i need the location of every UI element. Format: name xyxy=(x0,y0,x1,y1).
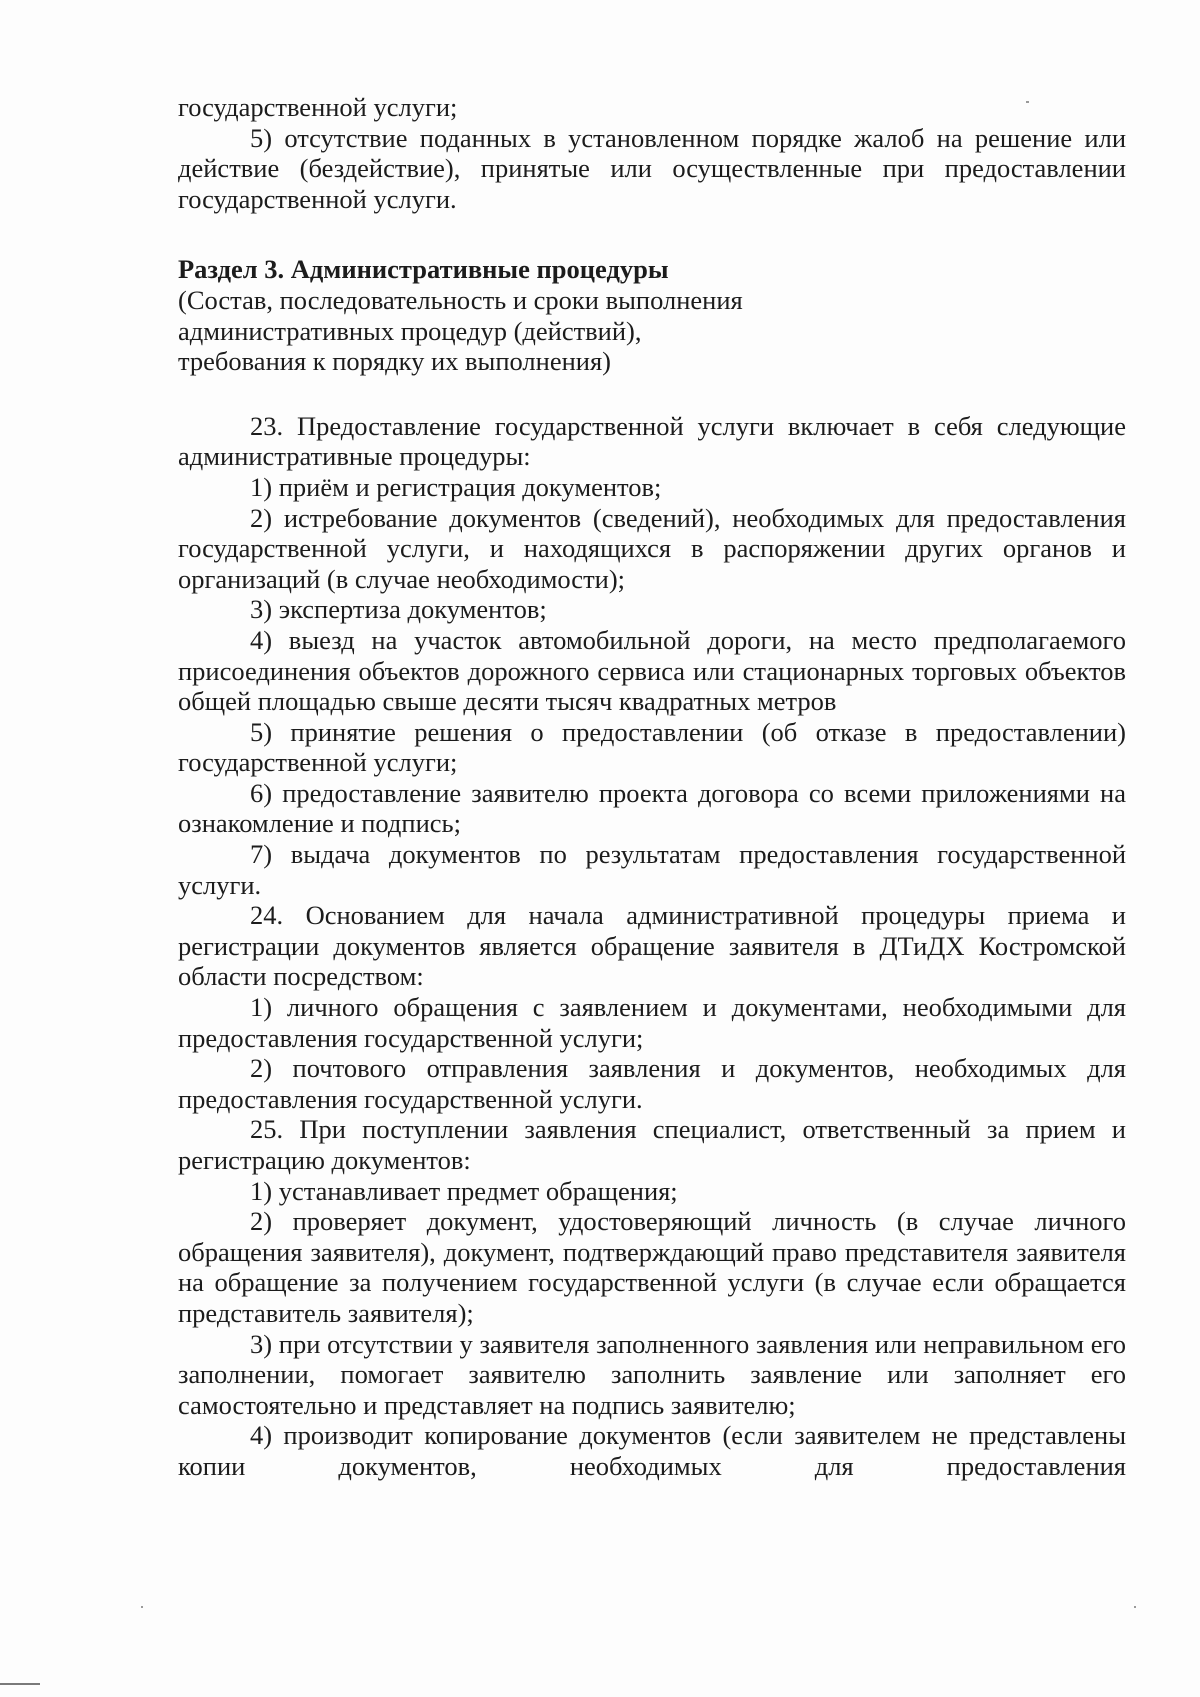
scan-dot-bottom-left xyxy=(141,1606,143,1608)
clause-24: 24. Основанием для начала административной процедуры приема и регистрации документов является обращение заявителя в ДТиДХ Костромской области посредством: xyxy=(178,900,1126,992)
clause-23-item-6: 6) предоставление заявителю проекта договора со всеми приложениями на ознакомление и подпись; xyxy=(178,777,1126,839)
clause-23-item-7: 7) выдача документов по результатам предоставления государственной услуги. xyxy=(178,839,1126,900)
clause-23-item-4: 4) выезд на участок автомобильной дороги, на место предполагаемого присоединения объектов дорожного сервиса или стационарных торговых объектов общей площадью свыше десяти тысяч квадратных метров xyxy=(178,624,1126,717)
scan-dot-bottom-right xyxy=(1134,1606,1136,1608)
scan-dot-top-right xyxy=(1026,101,1029,103)
section-title: Раздел 3. Административные процедуры xyxy=(178,254,669,285)
section-subtitle-line-3: требования к порядку их выполнения) xyxy=(178,346,611,377)
clause-23-item-5: 5) принятие решения о предоставлении (об отказе в предоставлении) государственной услуги; xyxy=(178,716,1126,778)
section-subtitle-line-2: административных процедур (действий), xyxy=(178,315,642,346)
clause-23-item-2: 2) истребование документов (сведений), необходимых для предоставления государственной услуги, и находящихся в распоряжении других органов и организаций (в случае необходимости); xyxy=(178,502,1126,594)
paragraph-continuation: государственной услуги; xyxy=(178,92,458,122)
section-subtitle-line-1: (Состав, последовательность и сроки выполнения xyxy=(178,284,743,315)
clause-24-item-2: 2) почтового отправления заявления и документов, необходимых для предоставления государственной услуги. xyxy=(178,1053,1126,1114)
clause-25-item-2: 2) проверяет документ, удостоверяющий личность (в случае личного обращения заявителя), документ, подтверждающий право представителя заявителя на обращение за получением государственной услуги (в случае если обращается представитель заявителя); xyxy=(178,1206,1126,1328)
scan-dash-bottom-left xyxy=(0,1683,40,1685)
clause-23-item-1: 1) приём и регистрация документов; xyxy=(250,471,662,502)
clause-25-item-1: 1) устанавливает предмет обращения; xyxy=(250,1175,678,1206)
section-heading xyxy=(178,254,1126,376)
clause-23: 23. Предоставление государственной услуги включает в себя следующие административные процедуры: xyxy=(178,410,1126,472)
clause-25: 25. При поступлении заявления специалист, ответственный за прием и регистрацию документов: xyxy=(178,1114,1126,1175)
clause-23-item-3: 3) экспертиза документов; xyxy=(250,594,547,625)
clause-25-item-4: 4) производит копирование документов (если заявителем не представлены копии документов, необходимых для предоставления xyxy=(178,1420,1126,1481)
clause-24-item-1: 1) личного обращения с заявлением и документами, необходимыми для предоставления государственной услуги; xyxy=(178,992,1126,1053)
document-body xyxy=(178,92,1126,1482)
clause-25-item-3: 3) при отсутствии у заявителя заполненного заявления или неправильном его заполнении, помогает заявителю заполнить заявление или заполняет его самостоятельно и представляет на подпись заявителю; xyxy=(178,1328,1126,1420)
item-5-complaints: 5) отсутствие поданных в установленном порядке жалоб на решение или действие (бездействие), принятые или осуществленные при предоставлении государственной услуги. xyxy=(178,122,1126,214)
